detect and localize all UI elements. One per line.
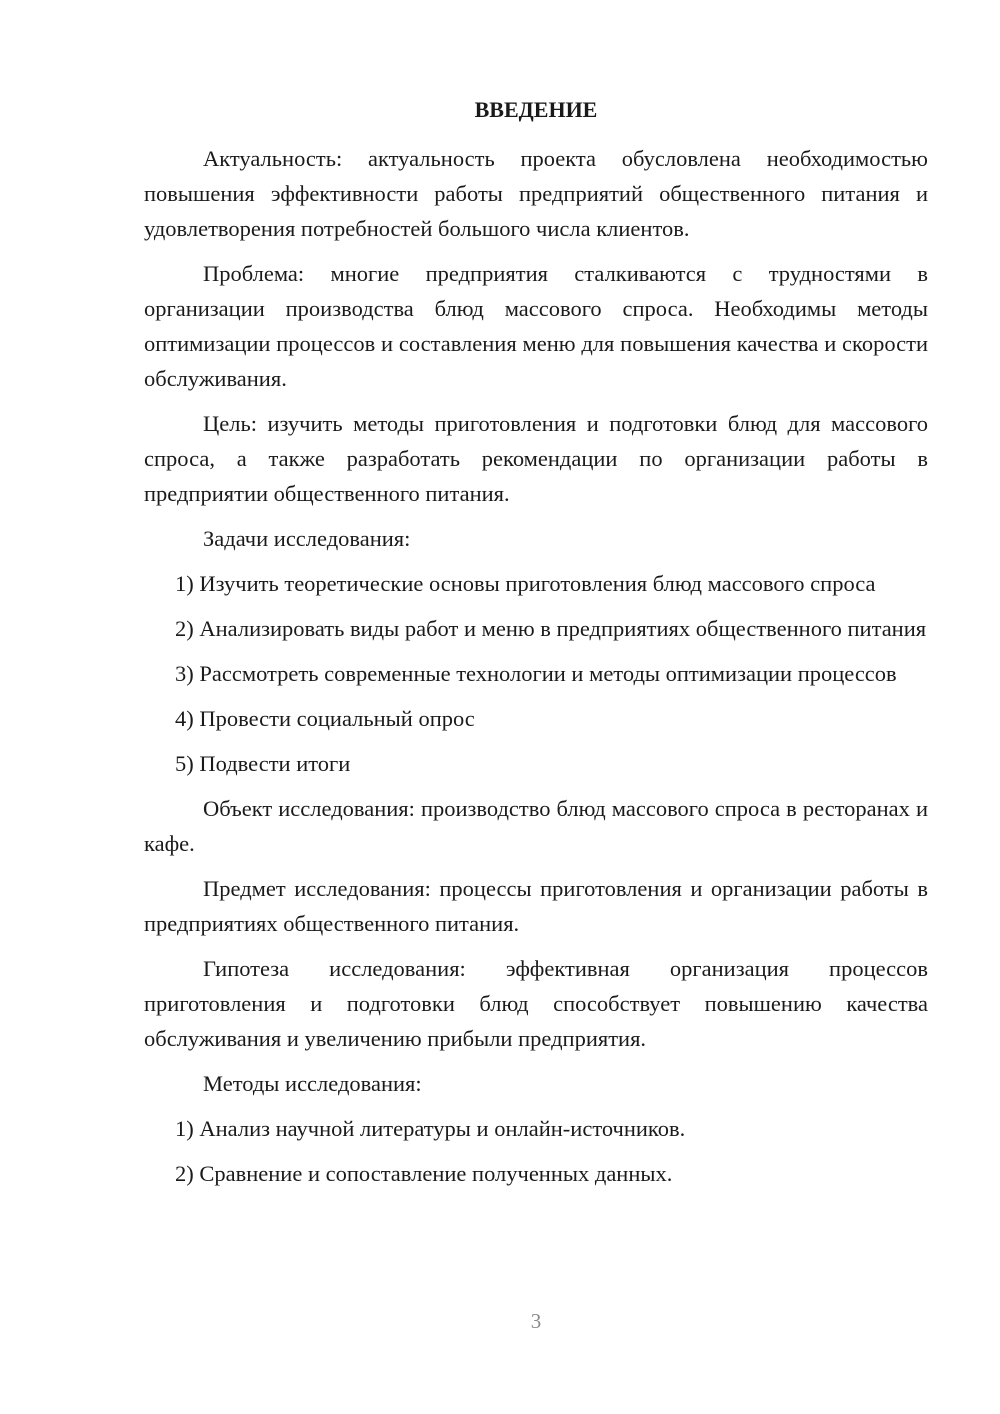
task-item-5: 5) Подвести итоги bbox=[175, 751, 351, 776]
tasks-heading: Задачи исследования: bbox=[203, 526, 411, 551]
problem-paragraph: Проблема: многие предприятия сталкиваются с трудностями в организации производства блюд массового спроса. Необходимы методы оптимизации процессов и составления меню для повышения качества и скорости обслуживания. bbox=[144, 261, 928, 391]
section-title: ВВЕДЕНИЕ bbox=[474, 97, 598, 122]
page-content bbox=[144, 94, 928, 1201]
hypothesis-paragraph: Гипотеза исследования: эффективная организация процессов приготовления и подготовки блюд способствует повышению качества обслуживания и увеличению прибыли предприятия. bbox=[144, 956, 928, 1051]
task-item-1: 1) Изучить теоретические основы приготовления блюд массового спроса bbox=[175, 571, 876, 596]
task-item-4: 4) Провести социальный опрос bbox=[175, 706, 475, 731]
page-number: 3 bbox=[530, 1309, 542, 1333]
task-item-3: 3) Рассмотреть современные технологии и методы оптимизации процессов bbox=[175, 661, 897, 686]
method-item-2: 2) Сравнение и сопоставление полученных данных. bbox=[175, 1161, 673, 1186]
methods-heading: Методы исследования: bbox=[203, 1071, 422, 1096]
relevance-paragraph: Актуальность: актуальность проекта обусловлена необходимостью повышения эффективности работы предприятий общественного питания и удовлетворения потребностей большого числа клиентов. bbox=[144, 146, 928, 241]
goal-paragraph: Цель: изучить методы приготовления и подготовки блюд для массового спроса, а также разработать рекомендации по организации работы в предприятии общественного питания. bbox=[144, 411, 928, 506]
method-item-1: 1) Анализ научной литературы и онлайн-источников. bbox=[175, 1116, 686, 1141]
task-item-2: 2) Анализировать виды работ и меню в предприятиях общественного питания bbox=[175, 616, 927, 641]
object-paragraph: Объект исследования: производство блюд массового спроса в ресторанах и кафе. bbox=[144, 796, 928, 856]
subject-paragraph: Предмет исследования: процессы приготовления и организации работы в предприятиях общественного питания. bbox=[144, 876, 928, 936]
